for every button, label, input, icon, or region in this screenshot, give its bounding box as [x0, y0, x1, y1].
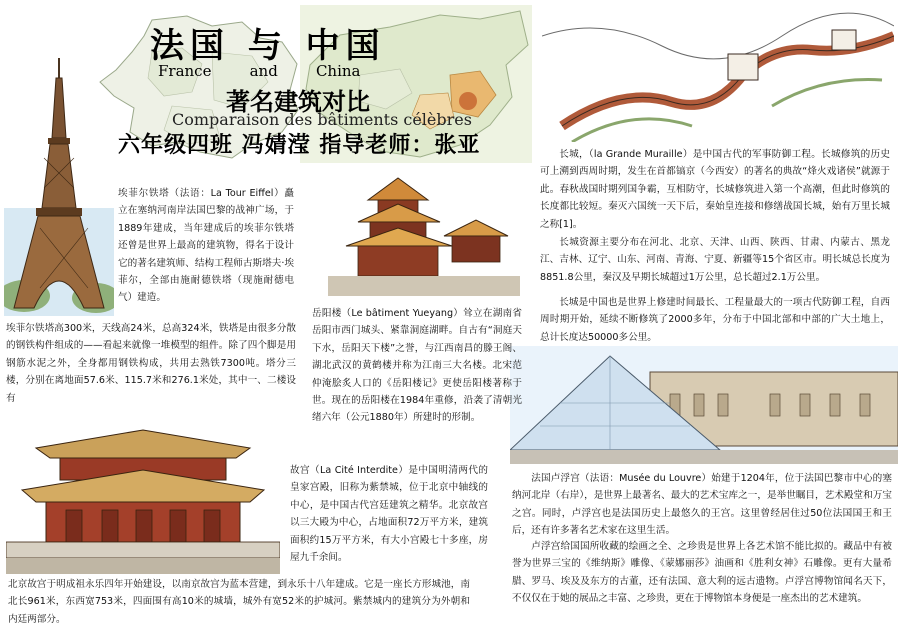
page-subtitle: 著名建筑对比	[226, 87, 370, 116]
louvre-paragraph-2: 卢浮宫给国国所收藏的绘画之全、之珍贵是世界上各艺术馆不能比拟的。藏品中有被誉为世界三宝的《维纳斯》雕像、《蒙娜丽莎》油画和《胜利女神》石雕像。更有大量希腊、罗马、埃及及东方的古董，还有法国、意大利的远古遗物。卢浮宫博物馆闻名天下，不仅仅在于她的展品之丰富、之珍贵，更在于博物馆本身便是一座杰出的艺术建筑。	[512, 541, 892, 605]
great-wall-illustration	[542, 6, 894, 142]
page-subtitle-french: Comparaison des bâtiments célèbres	[172, 110, 472, 129]
eiffel-intro-text: 埃菲尔铁塔（法语：La Tour Eiffel）矗立在塞纳河南岸法国巴黎的战神广场，于1889年建成，当年建成后的埃菲尔铁塔还曾是世界上最高的建筑物，得名于设计它的著名建筑师、结构工程师古斯塔夫·埃菲尔，全部由施耐德铁塔（现施耐德电气）建造。	[118, 188, 294, 304]
yueyang-text: 岳阳楼（Le bâtiment Yueyang）耸立在湖南省岳阳市西门城头、紧靠洞庭湖畔。自古有“洞庭天下水，岳阳天下楼”之誉，与江西南昌的滕王阁、湖北武汉的黄鹤楼并称为江南三大名楼。北宋范仲淹脍炙人口的《岳阳楼记》更使岳阳楼著称于世。现在的岳阳楼在1984年重修，沿袭了清朝光绪六年（公元1880年）所建时的形制。	[312, 308, 522, 424]
louvre-illustration	[510, 346, 898, 464]
author-line: 六年级四班 冯婧滢 指导老师：张亚	[118, 132, 481, 158]
forbidden-city-illustration	[6, 424, 280, 574]
great-wall-paragraph-3: 长城是中国也是世界上修建时间最长、工程量最大的一项古代防御工程，自西周时期开始，延续不断修筑了2000多年，分布于中国北部和中部的广大土地上，总计长度达50000多公里。	[540, 297, 890, 343]
louvre-paragraph-1: 法国卢浮宫（法语：Musée du Louvre）始建于1204年，位于法国巴黎市中心的塞纳河北岸（右岸），是世界上最著名、最大的艺术宝库之一，是举世瞩目，艺术殿堂和万宝之宫。同时，卢浮宫也是法国历史上最悠久的王宫。这里曾经居住过50位法国国王和王后，还有许多著名艺术家在这里生活。	[512, 473, 892, 537]
page-title-french: France and China	[158, 62, 361, 80]
great-wall-paragraph-2: 长城资源主要分布在河北、北京、天津、山西、陕西、甘肃、内蒙古、黑龙江、吉林、辽宁、山东、河南、青海、宁夏、新疆等15个省区市。明长城总长度为8851.8公里，秦汉及早期长城超过1万公里，总长超过2.1万公里。	[540, 237, 890, 283]
forbidden-city-intro-text: 故宫（La Cité Interdite）是中国明清两代的皇家宫殿，旧称为紫禁城，位于北京中轴线的中心，是中国古代宫廷建筑之精华。北京故宫以三大殿为中心，占地面积72万平方米，建筑面积约15万平方米，有大小宫殿七十多座，房屋九千余间。	[290, 465, 488, 564]
forbidden-city-detail-text: 北京故宫于明成祖永乐四年开始建设，以南京故宫为蓝本营建，到永乐十八年建成。它是一座长方形城池，南北长961米，东西宽753米，四面围有高10米的城墙，城外有宽52米的护城河。紫禁城内的建筑分为外朝和内廷两部分。	[8, 579, 470, 625]
eiffel-tower-illustration	[4, 58, 114, 316]
yueyang-tower-illustration	[328, 170, 520, 296]
page-title: 法国 与 中国	[150, 26, 386, 66]
eiffel-detail-text: 埃菲尔铁塔高300米，天线高24米，总高324米，铁塔是由很多分散的钢铁构件组成的——看起来就像一堆模型的组件。除了四个脚是用钢筋水泥之外，全身都用钢铁构成，共用去熟铁7300吨。塔分三楼，分别在离地面57.6米、115.7米和276.1米处，其中一、二楼设有	[6, 323, 296, 404]
great-wall-paragraph-1: 长城，（la Grande Muraille）是中国古代的军事防御工程。长城修筑的历史可上溯到西周时期，发生在首都镐京（今西安）的著名的典故“烽火戏诸侯”就源于此。春秋战国时期列国争霸，互相防守，长城修筑进入第一个高潮，但此时修筑的长度都比较短。秦灭六国统一天下后，秦始皇连接和修缮战国长城，始有万里长城之称[1]。	[540, 149, 890, 230]
